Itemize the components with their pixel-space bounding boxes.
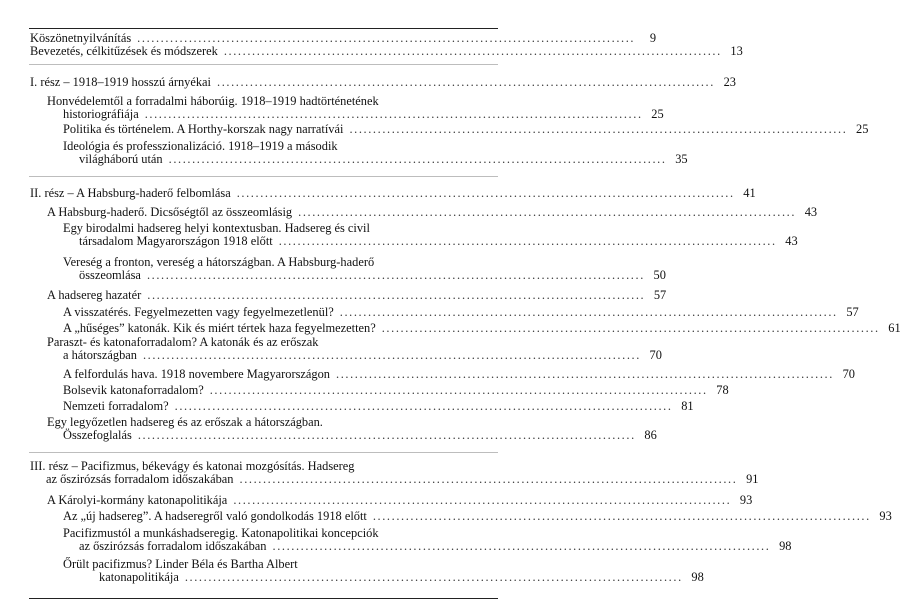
page-number: 57	[653, 288, 667, 302]
toc-entry-title-line2: historiográfiája	[63, 107, 139, 121]
toc-entry-title-line2: Összefoglalás	[63, 428, 132, 442]
page-number: 9	[649, 31, 657, 45]
leader-dots: ..........................................................................................................	[223, 44, 722, 58]
section-divider	[29, 176, 498, 177]
leader-dots: ..........................................................................................................	[336, 367, 834, 381]
leader-dots: ..........................................................................................................	[239, 472, 738, 486]
leader-dots: ..........................................................................................................	[168, 152, 667, 166]
leader-dots: ..........................................................................................................	[381, 321, 880, 335]
toc-entry-title-line1: III. rész – Pacifizmus, békevágy és katonai mozgósítás. Hadsereg	[30, 459, 355, 473]
toc-part-3[interactable]	[30, 459, 759, 486]
page-number: 93	[739, 493, 753, 507]
leader-dots: ..........................................................................................................	[236, 186, 735, 200]
page-number: 61	[888, 321, 901, 335]
toc-section-return[interactable]	[63, 305, 859, 319]
toc-entry-title-line1: Paraszt- és katonaforradalom? A katonák és az erőszak	[47, 335, 319, 349]
toc-section-bolshevik-revolution[interactable]	[63, 383, 729, 397]
page-number: 98	[779, 539, 792, 553]
top-rule	[29, 28, 498, 29]
toc-entry-title: Politika és történelem. A Horthy-korszak nagy narratívái	[63, 122, 344, 136]
toc-entry-title-line2: összeomlása	[79, 268, 141, 282]
leader-dots: ..........................................................................................................	[137, 428, 636, 442]
toc-entry-title-line1: Egy birodalmi hadsereg helyi kontextusban. Hadsereg és civil	[63, 221, 370, 235]
page-number: 70	[649, 348, 662, 362]
page-number: 23	[723, 75, 736, 89]
toc-entry-title: A visszatérés. Fegyelmezetten vagy fegyelmezetlenül?	[63, 305, 334, 319]
page-number: 43	[804, 205, 818, 219]
toc-section-linder-bartha[interactable]	[63, 557, 704, 584]
toc-entry-title-line1: Honvédelemtől a forradalmi háborúig. 1918–1919 hadtörténetének	[47, 94, 379, 108]
toc-chapter-undefeated-army[interactable]	[47, 415, 657, 442]
toc-chapter-habsburg-army[interactable]	[47, 205, 818, 219]
toc-entry-title: Bevezetés, célkitűzések és módszerek	[30, 44, 218, 58]
leader-dots: ..........................................................................................................	[217, 75, 715, 89]
page-number: 13	[730, 44, 743, 58]
leader-dots: ..........................................................................................................	[144, 107, 643, 121]
leader-dots: ..........................................................................................................	[233, 493, 732, 507]
toc-section-imperial-army[interactable]	[63, 221, 798, 248]
leader-dots: ..........................................................................................................	[298, 205, 797, 219]
toc-entry-title-line2: a hátországban	[63, 348, 137, 362]
toc-part-1[interactable]	[30, 75, 736, 89]
leader-dots: ..........................................................................................................	[142, 348, 641, 362]
toc-entry-title: A Habsburg-haderő. Dicsőségtől az összeomlásig	[47, 205, 293, 219]
toc-entry-title: Bolsevik katonaforradalom?	[63, 383, 204, 397]
toc-section-national-revolution[interactable]	[63, 399, 694, 413]
leader-dots: ..........................................................................................................	[278, 234, 777, 248]
page-number: 57	[846, 305, 859, 319]
page-number: 35	[675, 152, 688, 166]
toc-entry-title-line2: katonapolitikája	[99, 570, 179, 584]
toc-entry-title: A felfordulás hava. 1918 novembere Magyarországon	[63, 367, 330, 381]
toc-entry-title: Köszönetnyilvánítás	[30, 31, 132, 45]
toc-entry-title: Az „új hadsereg”. A hadseregről való gondolkodás 1918 előtt	[63, 509, 367, 523]
page-number: 93	[879, 509, 892, 523]
page-number: 25	[651, 107, 664, 121]
toc-entry-title-line2: világháború után	[79, 152, 163, 166]
toc-entry-title-line2: az őszirózsás forradalom időszakában	[46, 472, 234, 486]
section-divider	[29, 452, 498, 453]
page-number: 86	[644, 428, 657, 442]
bottom-rule	[29, 598, 498, 599]
toc-chapter-karolyi-government[interactable]	[47, 493, 753, 507]
toc-entry-title-line1: Ideológia és professzionalizáció. 1918–1919 a második	[63, 139, 338, 153]
toc-entry-title: I. rész – 1918–1919 hosszú árnyékai	[30, 75, 211, 89]
leader-dots: ..........................................................................................................	[147, 288, 646, 302]
toc-section-loyal-soldiers[interactable]	[63, 321, 901, 335]
leader-dots: ..........................................................................................................	[372, 509, 871, 523]
toc-entry-title-line1: Vereség a fronton, vereség a hátországban. A Habsburg-haderő	[63, 255, 375, 269]
toc-section-defeat[interactable]	[63, 255, 666, 282]
toc-entry-introduction[interactable]	[30, 44, 743, 58]
page-number: 91	[746, 472, 759, 486]
toc-entry-title: A Károlyi-kormány katonapolitikája	[47, 493, 228, 507]
toc-entry-title-line1: Pacifizmustól a munkáshadseregig. Katonapolitikai koncepciók	[63, 526, 379, 540]
page-number: 50	[653, 268, 666, 282]
section-divider	[29, 64, 498, 65]
toc-entry-title-line1: Őrült pacifizmus? Linder Béla és Bartha Albert	[63, 557, 298, 571]
toc-entry-title-line2: az őszirózsás forradalom időszakában	[79, 539, 267, 553]
leader-dots: ..........................................................................................................	[339, 305, 838, 319]
toc-entry-title-line2: társadalom Magyarországon 1918 előtt	[79, 234, 273, 248]
leader-dots: ..........................................................................................................	[184, 570, 683, 584]
page-number: 70	[842, 367, 855, 381]
toc-section-ideology[interactable]	[63, 139, 688, 166]
leader-dots: ..........................................................................................................	[137, 31, 636, 45]
toc-chapter-historiography[interactable]	[47, 94, 664, 121]
toc-entry-title-line1: Egy legyőzetlen hadsereg és az erőszak a hátországban.	[47, 415, 323, 429]
page-number: 78	[716, 383, 729, 397]
leader-dots: ..........................................................................................................	[349, 122, 848, 136]
leader-dots: ..........................................................................................................	[146, 268, 645, 282]
page-number: 25	[856, 122, 869, 136]
toc-entry-title: A hadsereg hazatér	[47, 288, 142, 302]
toc-section-new-army[interactable]	[63, 509, 892, 523]
leader-dots: ..........................................................................................................	[174, 399, 673, 413]
toc-entry-title: A „hűséges” katonák. Kik és miért tértek haza fegyelmezetten?	[63, 321, 376, 335]
toc-part-2[interactable]	[30, 186, 756, 200]
toc-chapter-army-returns[interactable]	[47, 288, 667, 302]
toc-section-pacifism[interactable]	[63, 526, 792, 553]
leader-dots: ..........................................................................................................	[209, 383, 708, 397]
toc-section-november-1918[interactable]	[63, 367, 855, 381]
toc-chapter-peasant-revolution[interactable]	[47, 335, 662, 362]
page-number: 43	[785, 234, 798, 248]
toc-section-politics-history[interactable]	[63, 122, 869, 136]
leader-dots: ..........................................................................................................	[272, 539, 771, 553]
toc-entry-title: II. rész – A Habsburg-haderő felbomlása	[30, 186, 231, 200]
page-number: 81	[681, 399, 694, 413]
page-number: 41	[743, 186, 756, 200]
page-number: 98	[691, 570, 704, 584]
toc-entry-title: Nemzeti forradalom?	[63, 399, 169, 413]
